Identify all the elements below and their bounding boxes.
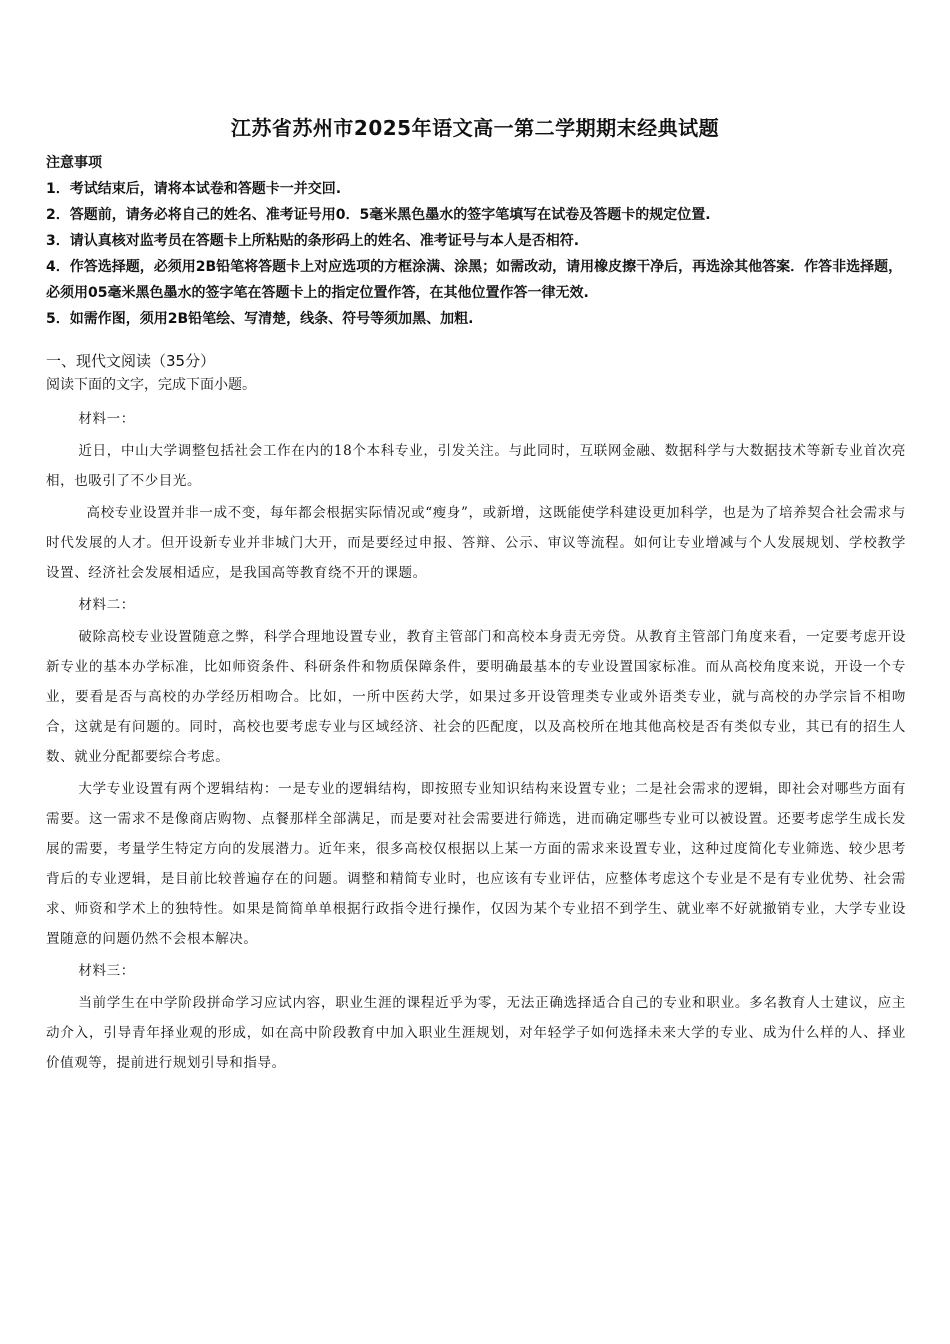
- notice-item: 5．如需作图，须用2B铅笔绘、写清楚，线条、符号等须加黑、加粗.: [46, 311, 474, 327]
- reading-passages: [46, 404, 906, 1080]
- notice-heading: 注意事项: [46, 155, 102, 171]
- section-instruction: 阅读下面的文字，完成下面小题。: [46, 377, 256, 393]
- passage-paragraph: 破除高校专业设置随意之弊，科学合理地设置专业，教育主管部门和高校本身责无旁贷。从教育主管部门角度来看，一定要考虑开设新专业的基本办学标准，比如师资条件、科研条件和物质保障条件，要明确最基本的专业设置国家标准。而从高校角度来说，开设一个专业，要看是否与高校的办学经历相吻合。比如，一所中医药大学，如果过多开设管理类专业或外语类专业，就与高校的办学宗旨不相吻合，这就是有问题的。同时，高校也要考虑专业与区域经济、社会的匹配度，以及高校所在地其他高校是否有类似专业，其已有的招生人数、就业分配都要综合考虑。: [46, 629, 906, 765]
- page-title: 江苏省苏州市2025年语文高一第二学期期末经典试题: [230, 116, 720, 140]
- passage-paragraph: 当前学生在中学阶段拼命学习应试内容，职业生涯的课程近乎为零，无法正确选择适合自己的专业和职业。多名教育人士建议，应主动介入，引导青年择业观的形成，如在高中阶段教育中加入职业生涯规划，对年轻学子如何选择未来大学的专业、成为什么样的人、择业价值观等，提前进行规划引导和指导。: [46, 995, 906, 1071]
- passage-paragraph: 高校专业设置并非一成不变，每年都会根据实际情况或“瘦身”，或新增，这既能使学科建设更加科学，也是为了培养契合社会需求与时代发展的人才。但开设新专业并非城门大开，而是要经过申报、答辩、公示、审议等流程。如何让专业增减与个人发展规划、学校教学设置、经济社会发展相适应，是我国高等教育绕不开的课题。: [46, 505, 906, 581]
- notice-item: 2．答题前，请务必将自己的姓名、准考证号用0．5毫米黑色墨水的签字笔填写在试卷及答题卡的规定位置.: [46, 207, 711, 223]
- material-label: 材料三：: [78, 963, 135, 979]
- notice-item: 1．考试结束后，请将本试卷和答题卡一并交回.: [46, 181, 342, 197]
- material-label: 材料二：: [78, 597, 135, 613]
- passage-paragraph: 近日，中山大学调整包括社会工作在内的18个本科专业，引发关注。与此同时，互联网金融、数据科学与大数据技术等新专业首次亮相，也吸引了不少目光。: [46, 443, 906, 489]
- passage-paragraph: 大学专业设置有两个逻辑结构：一是专业的逻辑结构，即按照专业知识结构来设置专业；二是社会需求的逻辑，即社会对哪些方面有需要。这一需求不是像商店购物、点餐那样全部满足，而是要对社会需要进行筛选，进而确定哪些专业可以被设置。还要考虑学生成长发展的需要，考量学生特定方向的发展潜力。近年来，很多高校仅根据以上某一方面的需求来设置专业，这种过度简化专业筛选、较少思考背后的专业逻辑，是目前比较普遍存在的问题。调整和精简专业时，也应该有专业评估，应整体考虑这个专业是不是有专业优势、社会需求、师资和学术上的独特性。如果是简简单单根据行政指令进行操作，仅因为某个专业招不到学生、就业率不好就撤销专业，大学专业设置随意的问题仍然不会根本解决。: [46, 781, 906, 947]
- material-label: 材料一：: [78, 411, 135, 427]
- section-heading: 一、现代文阅读（35分）: [46, 352, 216, 370]
- notice-block: [46, 150, 906, 332]
- notice-item: 3．请认真核对监考员在答题卡上所粘贴的条形码上的姓名、准考证号与本人是否相符.: [46, 233, 580, 249]
- notice-item: 4．作答选择题，必须用2B铅笔将答题卡上对应选项的方框涂满、涂黑；如需改动，请用橡皮擦干净后，再选涂其他答案．作答非选择题，必须用05毫米黑色墨水的签字笔在答题卡上的指定位置作答，在其他位置作答一律无效.: [46, 259, 903, 301]
